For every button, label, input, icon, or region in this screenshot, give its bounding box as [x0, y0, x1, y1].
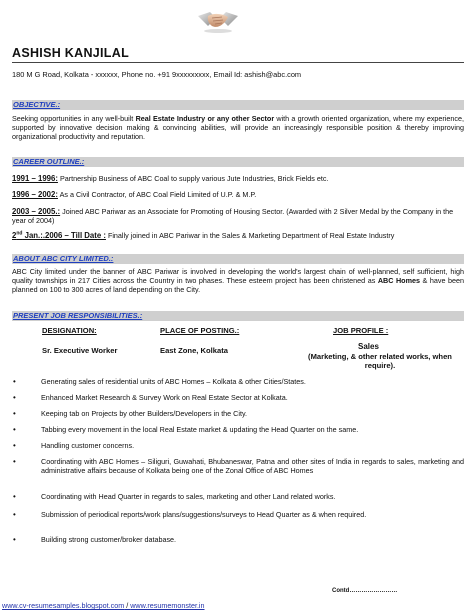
list-item-text: Handling customer concerns.	[41, 441, 135, 450]
list-item-text: Coordinating with Head Quarter in regards to sales, marketing and other Land related works.	[41, 492, 336, 501]
about-pre: ABC City limited under the banner of ABC Pariwar is involved in developing the world's largest chain of well-planned, self sufficient, high quality townships in 217 Cities across the Country in two phases. These esteem project has been christened as	[12, 267, 464, 285]
list-item-text: Tabbing every movement in the local Real Estate market & updating the Head Quarter on the same.	[41, 425, 359, 434]
continued-note: Contd……………………	[332, 588, 398, 594]
bullet-dot: •	[13, 377, 16, 386]
col-designation-header: DESIGNATION:	[42, 326, 97, 335]
list-item-text: Building strong customer/broker database.	[41, 535, 177, 544]
bullet-dot: •	[13, 425, 16, 434]
contact-line: 180 M G Road, Kolkata - xxxxxx, Phone no. +91 9xxxxxxxxx, Email Id: ashish@abc.com	[12, 70, 302, 79]
bullet-dot: •	[13, 535, 16, 544]
list-item-text: Generating sales of residential units of ABC Homes – Kolkata & other Cities/States.	[41, 377, 306, 386]
profile-title: Sales	[358, 342, 379, 351]
section-heading: ABOUT ABC CITY LIMITED.:	[13, 254, 114, 263]
objective-post: with a growth oriented organization, where my experience, supported by innovative decision making & convincing abilities, will provide an increasingly responsible position & thereby improving organizational productivity and reputation.	[12, 114, 464, 141]
footer-separator: /	[124, 601, 131, 610]
career-date-pre: 2	[12, 231, 17, 240]
posting-value: East Zone, Kolkata	[160, 346, 228, 355]
career-text: Joined ABC Pariwar as an Associate for Promoting of Housing Sector. (Awarded with 2 Silver Medal by the Company in the year of 2004)	[12, 207, 454, 225]
col-profile-header: JOB PROFILE :	[333, 326, 389, 335]
about-bold: ABC Homes	[377, 276, 420, 285]
about-post: & have been planned on 100 to 300 acres of land depending on the City.	[12, 276, 464, 294]
objective-bold: Real Estate Industry or any other Sector	[135, 114, 275, 123]
bullet-dot: •	[13, 409, 16, 418]
footer-links	[2, 601, 205, 610]
objective-pre: Seeking opportunities in any well-built	[12, 114, 136, 123]
col-posting-header: PLACE OF POSTING.:	[160, 326, 240, 335]
career-date: 1996 – 2002:	[12, 190, 58, 199]
bullet-dot: •	[13, 510, 16, 519]
list-item-text: Coordinating with ABC Homes – Siliguri, Guwahati, Bhubaneswar, Patna and other sites of India in regards to sales, marketing and administrative affairs because of Kolkata being one of the Zonal Office of ABC Homes	[41, 457, 464, 475]
bullet-dot: •	[13, 457, 16, 466]
footer-link-resumemonster[interactable]: www.resumemonster.in	[130, 601, 205, 610]
career-date: 1991 – 1996:	[12, 174, 58, 183]
candidate-name: ASHISH KANJILAL	[12, 46, 130, 60]
section-heading: OBJECTIVE.:	[13, 100, 61, 109]
bullet-dot: •	[13, 393, 16, 402]
list-item-text: Enhanced Market Research & Survey Work on Real Estate Sector at Kolkata.	[41, 393, 288, 402]
footer-link-cv-resumesamples[interactable]: www.cv-resumesamples.blogspot.com	[2, 601, 125, 610]
bullet-dot: •	[13, 441, 16, 450]
career-text: Finally joined in ABC Pariwar in the Sales & Marketing Department of Real Estate Industry	[105, 231, 395, 240]
responsibility-list	[12, 0, 464, 616]
career-date-post: Jan.:.2006 – Till Date :	[22, 231, 106, 240]
career-date: 2003 – 2005.:	[12, 207, 61, 216]
career-text: Partnership Business of ABC Coal to supply various Jute Industries, Brick Fields etc.	[57, 174, 329, 183]
career-date-sup: nd	[16, 230, 23, 237]
designation-value: Sr. Executive Worker	[42, 346, 118, 355]
list-item-text: Keeping tab on Projects by other Builders/Developers in the City.	[41, 409, 248, 418]
section-heading: PRESENT JOB RESPONSIBILITIES.:	[13, 311, 143, 320]
section-heading: CAREER OUTLINE.:	[13, 157, 85, 166]
profile-detail: (Marketing, & other related works, when require).	[308, 352, 452, 370]
list-item-text: Submission of periodical reports/work plans/suggestions/surveys to Head Quarter as & when required.	[41, 510, 367, 519]
career-text: As a Civil Contractor, of ABC Coal Field Limited of U.P. & M.P.	[57, 190, 257, 199]
bullet-dot: •	[13, 492, 16, 501]
